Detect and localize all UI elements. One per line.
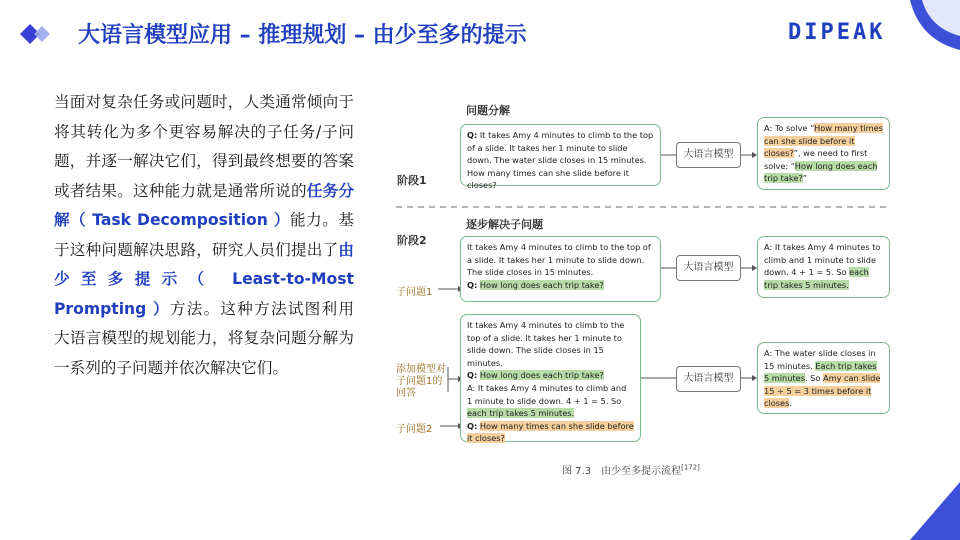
q-label: Q: (467, 370, 478, 381)
answer-box-sub1 (757, 236, 890, 298)
q-label: Q: (467, 279, 478, 290)
answer-highlight-2: Amy can slide 15 ÷ 5 = 3 times before it closes (764, 373, 881, 409)
section-label-solve: 逐步解决子问题 (466, 218, 543, 231)
subquestion-1-text: How long does each trip take? (479, 279, 604, 290)
stage-1-label: 阶段1 (397, 174, 427, 187)
subquestion-box-2 (460, 314, 641, 442)
answer-highlight-main: How many times can she slide before it closes? (764, 123, 883, 159)
q-label: Q: (467, 130, 478, 140)
stage-2-label: 阶段2 (397, 234, 427, 247)
answer-text: A: It takes Amy 4 minutes to climb and 1 minute to slide down. 4 + 1 = 5. So (764, 242, 881, 278)
answer-box-sub2 (757, 342, 890, 414)
body-text-2: 能力。基于这种问题解决思路，研究人员们提出了 (54, 211, 354, 259)
answer-highlight: each trip takes 5 minutes. (764, 267, 869, 290)
subquestion-2-text: How many times can she slide before it closes? (467, 420, 634, 444)
body-text-1: 当面对复杂任务或问题时，人类通常倾向于将其转化为多个更容易解决的子任务/子问题，并逐一解决它们，得到最终想要的答案或者结果。这种能力就是通常所说的 (54, 93, 354, 200)
q-text: It takes Amy 4 minutes to climb to the top of a slide. It takes her 1 minute to slide down. The water slide closes in 15 minutes. How many times can she slide before it closes? (467, 130, 654, 191)
page-title: 大语言模型应用 – 推理规划 – 由少至多的提示 (78, 23, 527, 48)
subproblem-2-label: 子问题2 (396, 424, 433, 435)
subproblem-1-label: 子问题1 (396, 287, 433, 298)
answer-text: A: It takes Amy 4 minutes to climb and 1 minute to slide down. 4 + 1 = 5. So (467, 382, 627, 406)
add-answer-label: 添加模型对子问题1的回答 (396, 364, 446, 399)
context-text: It takes Amy 4 minutes to climb to the top of a slide. It takes her 1 minute to slide down. The slide closes in 15 minutes. (467, 320, 625, 368)
answer-text: . (789, 398, 792, 409)
answer-highlight-sub: How long does each trip take? (764, 160, 878, 184)
subquestion-1-text: How long does each trip take? (479, 370, 604, 381)
llm-node-2: 大语言模型 (676, 255, 741, 281)
llm-node-3: 大语言模型 (676, 366, 741, 392)
caption-text: 图 7.3 由少至多提示流程 (562, 466, 682, 477)
answer-text: ”, we need to first solve: “ (764, 148, 868, 171)
context-text: It takes Amy 4 minutes to climb to the top of a slide. It takes her 1 minute to slide down. The slide closes in 15 minutes. (467, 242, 651, 278)
term-least-to-most: 由少至多提示（ Least-to-Most Prompting ） (54, 240, 354, 318)
section-label-decomposition: 问题分解 (466, 104, 510, 117)
answer-highlight-1: Each trip takes 5 minutes (764, 360, 877, 384)
answer-box-stage1 (757, 117, 890, 190)
q-label: Q: (467, 420, 478, 431)
caption-reference: [172] (681, 463, 700, 472)
llm-node-1: 大语言模型 (676, 142, 741, 168)
figure-caption (562, 462, 700, 477)
term-task-decomposition: 任务分解（ Task Decomposition ） (54, 181, 354, 229)
answer-text: A: To solve “ (764, 123, 815, 133)
brand-logo: DIPEAK (788, 20, 886, 45)
answer-text: ” (802, 173, 807, 184)
answer-text: A: The water slide closes in 15 minutes. (764, 348, 876, 371)
body-text-3: 方法。这种方法试图利用大语言模型的规划能力，将复杂问题分解为一系列的子问题并依次解决它们。 (54, 299, 354, 377)
question-box-stage1 (460, 124, 661, 191)
subquestion-box-1 (460, 236, 661, 302)
answer-text: . So (804, 373, 821, 384)
answer-highlight: each trip takes 5 minutes. (467, 408, 575, 419)
